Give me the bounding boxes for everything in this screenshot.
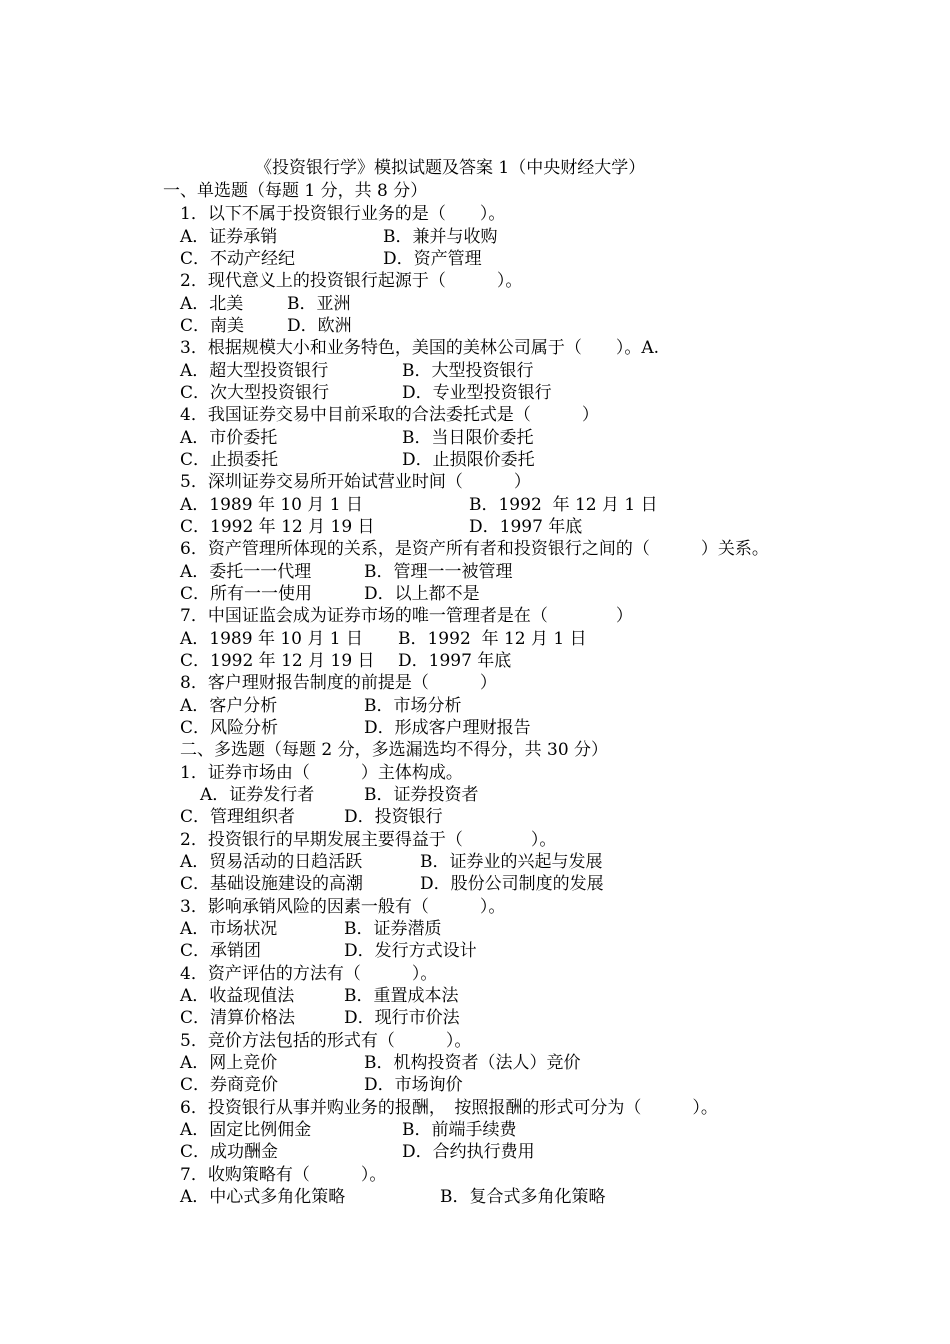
option: D．以上都不是	[364, 584, 480, 604]
option-row	[180, 449, 535, 471]
option-row	[180, 360, 534, 382]
option: A．北美	[180, 294, 244, 314]
option: A．客户分析	[180, 696, 278, 716]
option-row	[180, 1052, 581, 1074]
option-row	[180, 1119, 517, 1141]
option: B．证券业的兴起与发展	[420, 852, 603, 872]
option: C．止损委托	[180, 450, 279, 470]
option-row	[180, 561, 513, 583]
option: A．市价委托	[180, 428, 278, 448]
option-row	[180, 873, 604, 895]
option-row	[180, 382, 552, 404]
option-row	[180, 1007, 460, 1029]
option-row	[180, 1186, 606, 1208]
option: C．管理组织者	[180, 807, 296, 827]
option: C．风险分析	[180, 718, 279, 738]
option: D．投资银行	[344, 807, 443, 827]
question-text: 8．客户理财报告制度的前提是（ ）	[180, 673, 497, 693]
option-row	[180, 806, 443, 828]
option-row	[180, 940, 477, 962]
option: D．股份公司制度的发展	[420, 874, 604, 894]
question-text: 7．收购策略有（ ）。	[180, 1165, 387, 1185]
option-row	[180, 650, 512, 672]
question-text: 5．竞价方法包括的形式有（ ）。	[180, 1031, 472, 1051]
option-row	[180, 248, 482, 270]
option: C．1992 年 12 月 19 日	[180, 651, 375, 671]
option-row	[180, 494, 658, 516]
option: C．南美	[180, 316, 245, 336]
option: A．证券发行者	[200, 785, 315, 805]
option: B．1992 年 12 月 1 日	[398, 629, 587, 649]
option: B．前端手续费	[402, 1120, 517, 1140]
question-text: 3．根据规模大小和业务特色，美国的美林公司属于（ ）。A.	[180, 338, 659, 358]
option-row	[180, 851, 603, 873]
option: B．1992 年 12 月 1 日	[469, 495, 658, 515]
option: D．资产管理	[383, 249, 482, 269]
option: D．止损限价委托	[402, 450, 535, 470]
option-row	[180, 918, 442, 940]
option-row	[180, 315, 352, 337]
question-text: 5．深圳证券交易所开始试营业时间（ ）	[180, 472, 531, 492]
option-row	[180, 1074, 463, 1096]
option: C．次大型投资银行	[180, 383, 330, 403]
question-text: 2．投资银行的早期发展主要得益于（ ）。	[180, 830, 557, 850]
option: C．清算价格法	[180, 1008, 296, 1028]
question-text: 7．中国证监会成为证券市场的唯一管理者是在（ ）	[180, 606, 633, 626]
document-title: 《投资银行学》模拟试题及答案 1（中央财经大学）	[255, 158, 646, 178]
option: A．证券承销	[180, 227, 278, 247]
option: B．兼并与收购	[383, 227, 498, 247]
option: D．欧洲	[287, 316, 352, 336]
option: C．成功酬金	[180, 1142, 279, 1162]
question-text: 1．证券市场由（ ）主体构成。	[180, 763, 463, 783]
option-row	[200, 784, 479, 806]
option: B．市场分析	[364, 696, 462, 716]
question-text: 3．影响承销风险的因素一般有（ ）。	[180, 897, 506, 917]
option: B．亚洲	[287, 294, 351, 314]
section-heading-single-choice: 一、单选题（每题 1 分，共 8 分）	[163, 181, 428, 201]
option: C．基础设施建设的高潮	[180, 874, 364, 894]
option-row	[180, 985, 459, 1007]
question-text: 2．现代意义上的投资银行起源于（ ）。	[180, 271, 523, 291]
option-row	[180, 1141, 535, 1163]
option: D．形成客户理财报告	[364, 718, 531, 738]
option: A．贸易活动的日趋活跃	[180, 852, 363, 872]
option: D．1997 年底	[398, 651, 512, 671]
option: A．固定比例佣金	[180, 1120, 312, 1140]
option: D．1997 年底	[469, 517, 583, 537]
option-row	[180, 427, 534, 449]
option: D．专业型投资银行	[402, 383, 552, 403]
question-text: 6．投资银行从事并购业务的报酬， 按照报酬的形式可分为（ ）。	[180, 1098, 718, 1118]
option-row	[180, 293, 351, 315]
section-heading-multiple-choice: 二、多选题（每题 2 分，多选漏选均不得分，共 30 分）	[180, 740, 609, 760]
option-row	[180, 695, 462, 717]
question-text: 1．以下不属于投资银行业务的是（ ）。	[180, 204, 506, 224]
option: B．复合式多角化策略	[440, 1187, 606, 1207]
option: B．证券投资者	[364, 785, 479, 805]
option: C．券商竞价	[180, 1075, 279, 1095]
option-row	[180, 516, 583, 538]
question-text: 4．我国证券交易中目前采取的合法委托式是（ ）	[180, 405, 599, 425]
option: C．承销团	[180, 941, 262, 961]
question-text: 6．资产管理所体现的关系，是资产所有者和投资银行之间的（ ）关系。	[180, 539, 769, 559]
option: C．1992 年 12 月 19 日	[180, 517, 375, 537]
option: D．市场询价	[364, 1075, 463, 1095]
option: D．现行市价法	[344, 1008, 460, 1028]
option: B．重置成本法	[344, 986, 459, 1006]
option: A．收益现值法	[180, 986, 295, 1006]
option: B．大型投资银行	[402, 361, 534, 381]
option: B．当日限价委托	[402, 428, 534, 448]
option: A．1989 年 10 月 1 日	[180, 495, 364, 515]
option: A．市场状况	[180, 919, 278, 939]
option: B．管理一一被管理	[364, 562, 513, 582]
question-text: 4．资产评估的方法有（ ）。	[180, 964, 438, 984]
option: A．网上竞价	[180, 1053, 278, 1073]
option: C．不动产经纪	[180, 249, 296, 269]
option-row	[180, 226, 498, 248]
option: D．发行方式设计	[344, 941, 477, 961]
option: D．合约执行费用	[402, 1142, 535, 1162]
option-row	[180, 717, 531, 739]
option: A．1989 年 10 月 1 日	[180, 629, 364, 649]
option-row	[180, 628, 587, 650]
option: A．委托一一代理	[180, 562, 312, 582]
option-row	[180, 583, 480, 605]
option: A．超大型投资银行	[180, 361, 329, 381]
option: B．证券潜质	[344, 919, 442, 939]
option: A．中心式多角化策略	[180, 1187, 346, 1207]
option: C．所有一一使用	[180, 584, 313, 604]
option: B．机构投资者（法人）竞价	[364, 1053, 581, 1073]
